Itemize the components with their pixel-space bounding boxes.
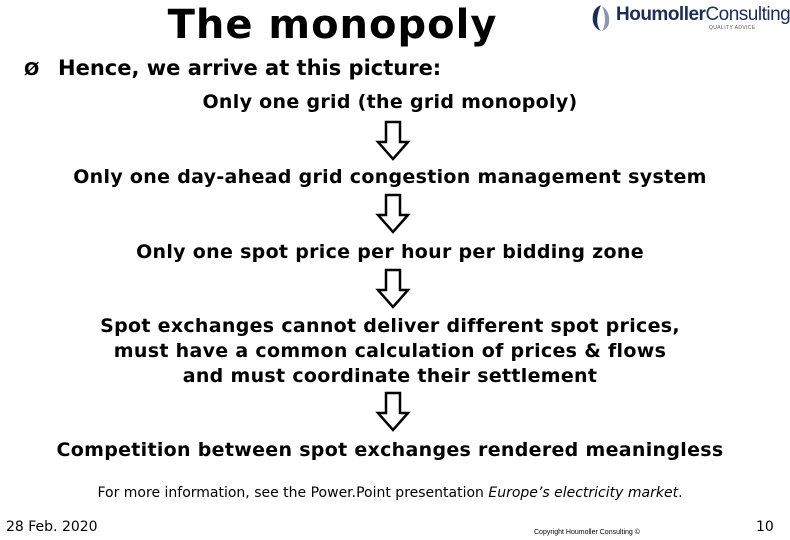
step-exchanges	[0, 314, 780, 389]
footnote	[0, 485, 780, 501]
logo-wordmark	[616, 4, 790, 26]
bullet-text: Hence, we arrive at this picture:	[58, 56, 442, 80]
footnote-presentation-title: Europe’s electricity market	[488, 485, 679, 501]
step-spot-price: Only one spot price per hour per bidding zone	[136, 241, 644, 263]
step-exchanges-line-3: and must coordinate their settlement	[182, 365, 598, 387]
page-number: 10	[756, 519, 774, 535]
down-arrow-icon	[375, 391, 411, 433]
logo-tagline: QUALITY ADVICE	[709, 25, 756, 31]
logo-mark-icon	[590, 4, 612, 32]
down-arrow-icon	[375, 193, 411, 235]
step-grid: Only one grid (the grid monopoly)	[202, 91, 578, 113]
down-arrow-icon	[375, 120, 411, 162]
company-logo	[590, 2, 790, 34]
footnote-prefix: For more information, see the Power.Point presentation	[97, 485, 489, 501]
down-arrow-icon	[375, 268, 411, 310]
logo-name-rest: Consulting	[705, 4, 790, 25]
step-congestion: Only one day-ahead grid congestion management system	[73, 166, 707, 188]
step-exchanges-line-1: Spot exchanges cannot deliver different spot prices,	[100, 315, 680, 337]
footer-copyright: Copyright Houmoller Consulting ©	[534, 529, 640, 536]
slide-title: The monopoly	[167, 2, 498, 48]
step-exchanges-line-2: must have a common calculation of prices & flows	[113, 340, 667, 362]
footnote-suffix: .	[678, 485, 683, 501]
bullet-arrow-icon: Ø	[24, 59, 40, 80]
footer-date: 28 Feb. 2020	[6, 519, 98, 535]
logo-name-bold: Houmoller	[616, 4, 706, 25]
step-competition: Competition between spot exchanges rendered meaningless	[56, 439, 724, 461]
bullet-point	[24, 56, 441, 80]
